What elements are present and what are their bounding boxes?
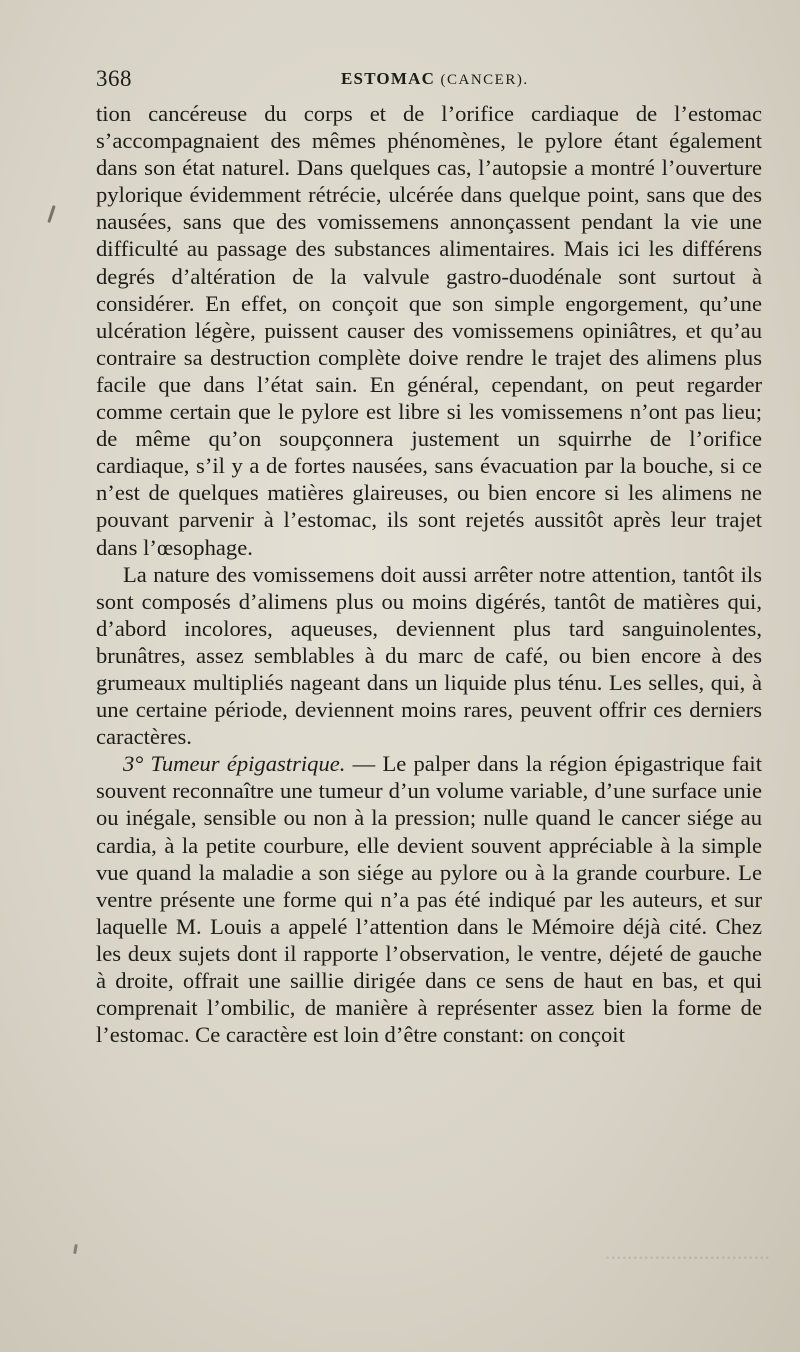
running-head	[341, 69, 529, 89]
paragraph	[96, 750, 762, 1048]
running-head-title: ESTOMAC	[341, 69, 436, 88]
ink-smudge	[47, 205, 55, 223]
show-through-text: ..............................	[605, 1239, 770, 1264]
section-heading: 3° Tumeur épigastrique.	[123, 751, 346, 777]
page-number: 368	[96, 66, 132, 91]
paragraph: La nature des vomissemens doit aussi arrêter notre attention, tantôt ils sont composés d’alimens plus ou moins digérés, tantôt de matières qui, d’abord incolores, aqueuses, deviennent plus tard sanguinolentes, brunâtres, assez semblables à du marc de café, ou bien encore à des grumeaux multipliés nageant dans un liquide plus ténu. Les selles, qui, à une certaine période, deviennent moins rares, peuvent offrir ces derniers caractères.	[96, 561, 762, 750]
paragraph: tion cancéreuse du corps et de l’orifice cardiaque de l’estomac s’accompagnaient des mêmes phénomènes, le pylore étant également dans son état naturel. Dans quelques cas, l’autopsie a montré l’ouverture pylorique évidemment rétrécie, ulcérée dans quelque point, sans que des nausées, sans que des vomissemens annonçassent pendant la vie une difficulté au passage des substances alimentaires. Mais ici les différens degrés d’altération de la valvule gastro-duodénale sont surtout à considérer. En effet, on conçoit que son simple engorgement, qu’une ulcération légère, puissent causer des vomissemens opiniâtres, et qu’au contraire sa destruction complète doive rendre le trajet des alimens plus facile que dans l’état sain. En général, cependant, on peut regarder comme certain que le pylore est libre si les vomissemens n’ont pas lieu; de même qu’on soupçonnera justement un squirrhe de l’orifice cardiaque, s’il y a de fortes nausées, sans évacuation par la bouche, si ce n’est de quelques matières glaireuses, ou bien encore si les alimens ne pouvant parvenir à l’estomac, ils sont rejetés aussitôt après leur trajet dans l’œsophage.	[96, 101, 762, 560]
ink-smudge	[73, 1244, 78, 1254]
page-header	[96, 66, 766, 98]
paragraph-text: — Le palper dans la région épigastrique fait souvent reconnaître une tumeur d’un volume variable, d’une surface unie ou inégale, sensible ou non à la pression; nulle quand le cancer siége au cardia, à la petite courbure, elle devient souvent appréciable à la simple vue quand la maladie a son siége au pylore ou à la grande courbure. Le ventre présente une forme qui n’a pas été indiqué par les auteurs, et sur laquelle M. Louis a appelé l’attention dans le Mémoire déjà cité. Chez les deux sujets dont il rapporte l’observation, le ventre, déjeté de gauche à droite, offrait une saillie dirigée dans ce sens de haut en bas, et qui comprenait l’ombilic, de manière à représenter assez bien la forme de l’estomac. Ce caractère est loin d’être constant: on conçoit	[96, 751, 762, 1048]
running-head-subtitle: (CANCER).	[440, 72, 529, 88]
body-text	[96, 100, 762, 1048]
